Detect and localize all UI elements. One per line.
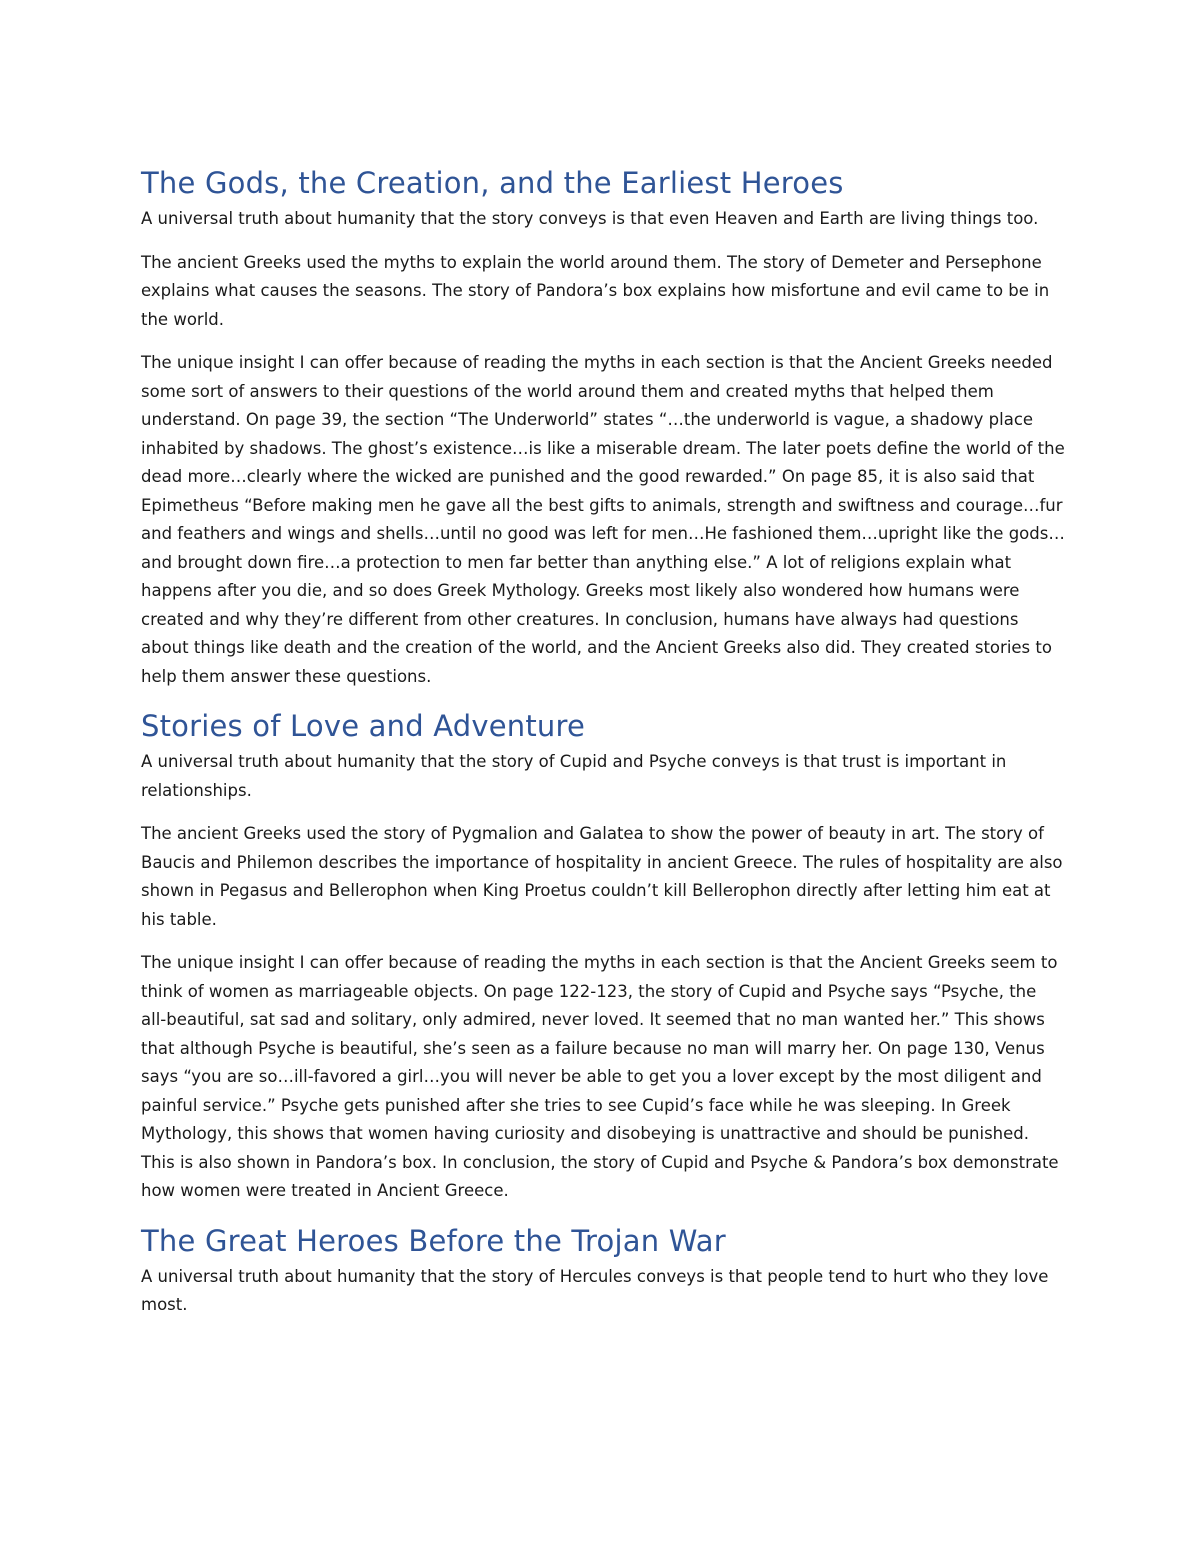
document-body: [141, 163, 1066, 1335]
paragraph-universal-truth-1: A universal truth about humanity that the story conveys is that even Heaven and Earth are living things too.: [141, 209, 1039, 228]
section-love-adventure: [141, 706, 1066, 1206]
section-gods-creation: [141, 163, 1066, 691]
heading-great-heroes: The Great Heroes Before the Trojan War: [141, 1223, 726, 1258]
heading-gods-creation: The Gods, the Creation, and the Earliest Heroes: [141, 166, 844, 200]
paragraph-explanation-2: The ancient Greeks used the story of Pygmalion and Galatea to show the power of beauty in art. The story of Baucis and Philemon describes the importance of hospitality in ancient Greece. The rules of hospitality are also shown in Pegasus and Bellerophon when King Proetus couldn’t kill Bellerophon directly after letting him eat at his table.: [141, 824, 1063, 929]
paragraph-universal-truth-2: A universal truth about humanity that the story of Cupid and Psyche conveys is that trust is important in relationships.: [141, 752, 1007, 800]
paragraph-insight-2: The unique insight I can offer because of reading the myths in each section is that the Ancient Greeks seem to think of women as marriageable objects. On page 122-123, the story of Cupid and Psyche says “Psyche, the all-beautiful, sat sad and solitary, only admired, never loved. It seemed that no man wanted her.” This shows that although Psyche is beautiful, she’s seen as a failure because no man will marry her. On page 130, Venus says “you are so…ill-favored a girl…you will never be able to get you a lover except by the most diligent and painful service.” Psyche gets punished after she tries to see Cupid’s face while he was sleeping. In Greek Mythology, this shows that women having curiosity and disobeying is unattractive and should be punished. This is also shown in Pandora’s box. In conclusion, the story of Cupid and Psyche & Pandora’s box demonstrate how women were treated in Ancient Greece.: [141, 953, 1059, 1200]
paragraph-universal-truth-3: A universal truth about humanity that the story of Hercules conveys is that people tend to hurt who they love most.: [141, 1266, 1049, 1314]
paragraph-insight-1: The unique insight I can offer because of reading the myths in each section is that the Ancient Greeks needed some sort of answers to their questions of the world around them and created myths that helped them understand. On page 39, the section “The Underworld” states “…the underworld is vague, a shadowy place inhabited by shadows. The ghost’s existence…is like a miserable dream. The later poets define the world of the dead more…clearly where the wicked are punished and the good rewarded.” On page 85, it is also said that Epimetheus “Before making men he gave all the best gifts to animals, strength and swiftness and courage…fur and feathers and wings and shells…until no good was left for men…He fashioned them…upright like the gods…and brought down fire…a protection to men far better than anything else.” A lot of religions explain what happens after you die, and so does Greek Mythology. Greeks most likely also wondered how humans were created and why they’re different from other creatures. In conclusion, humans have always had questions about things like death and the creation of the world, and the Ancient Greeks also did. They created stories to help them answer these questions.: [141, 353, 1065, 686]
heading-love-adventure: Stories of Love and Adventure: [141, 709, 586, 743]
paragraph-explanation-1: The ancient Greeks used the myths to explain the world around them. The story of Demeter and Persephone explains what causes the seasons. The story of Pandora’s box explains how misfortune and evil came to be in the world.: [141, 252, 1050, 329]
section-great-heroes: [141, 1221, 1066, 1320]
